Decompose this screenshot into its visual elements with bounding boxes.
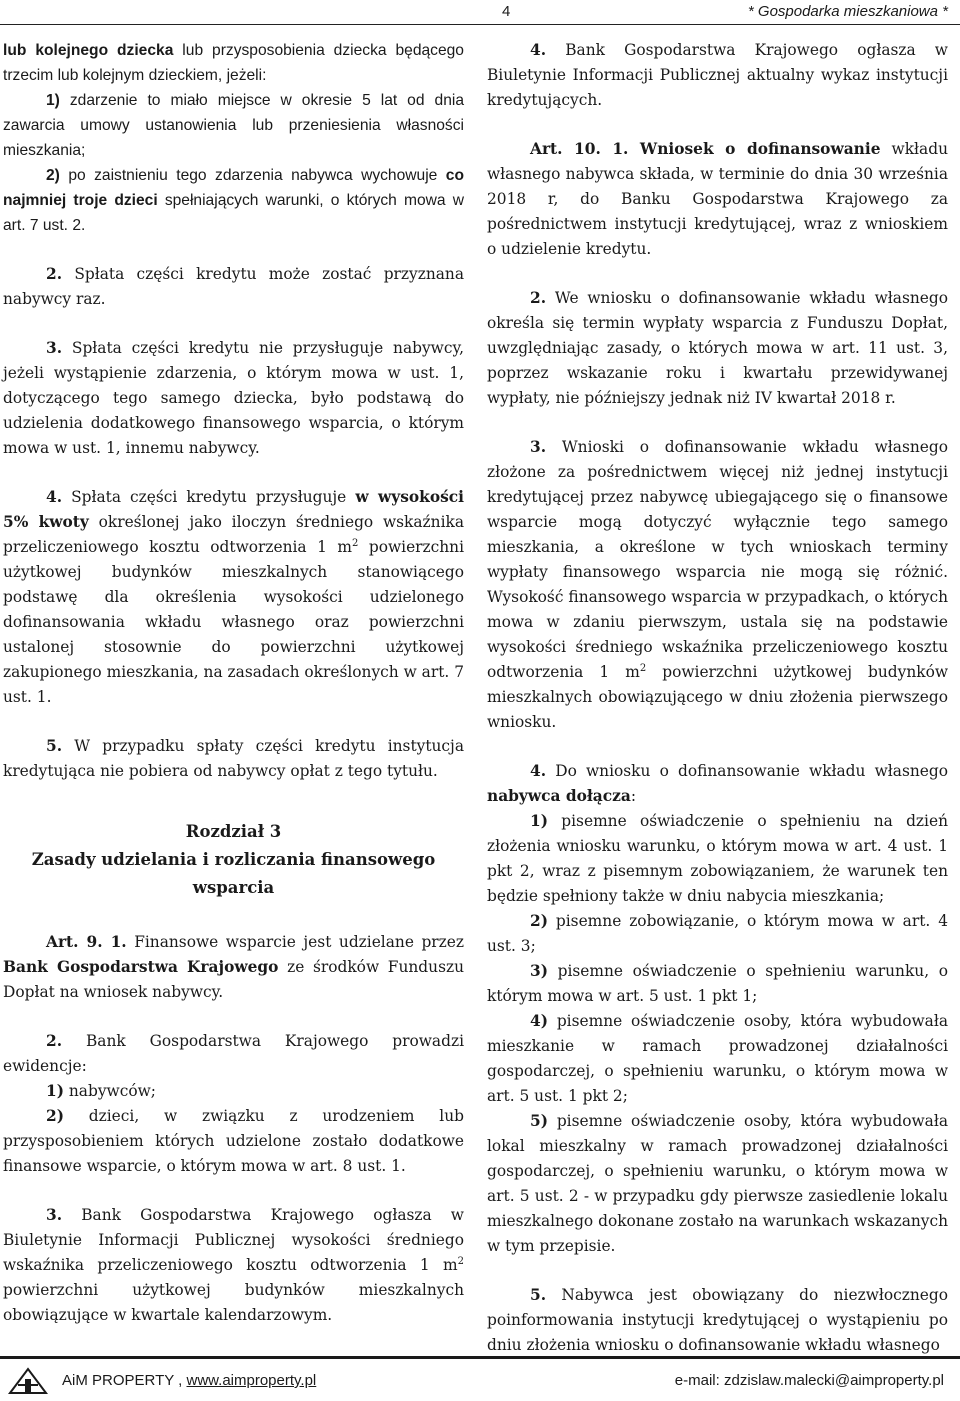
header-divider [0,24,960,25]
paragraph [3,336,464,461]
text-run: po zaistnieniu tego zdarzenia nabywca wychowuje [59,167,446,184]
aim-logo-icon [8,1365,48,1395]
text-run: spełniających warunki, o których mowa w art. 7 ust. 2. [3,192,465,234]
text-run: Wnioski o dofinansowanie wkładu własnego złożone za pośrednictwem więcej niż jednej instytucji kredytującej przez nabywcę ubiegającego się o finansowe wsparcie mogą dotyczyć wyłącznie tego samego mieszkania, a określone w tych wnioskach terminy wypłaty finansowego wsparcia nie mogą się różnić. Wysokość finansowego wsparcia w przypadkach, o których mowa w zdaniu pierwszym, ustala się na podstawie wysokości średniego wskaźnika przeliczeniowego kosztu odtworzenia 1 m [487,438,948,681]
footer-separator: , [173,1372,187,1389]
page-footer [0,1356,960,1401]
bold-text: 4. [530,41,547,59]
bold-text: 3) [530,962,548,980]
superscript: 2 [639,662,647,674]
bold-text: 5) [530,1112,548,1130]
bold-text: 5. [46,737,63,755]
bold-text: 4. [530,762,547,780]
superscript: 2 [351,537,359,549]
bold-text: 5. [530,1286,547,1304]
text-run: pisemne oświadczenie o spełnieniu warunku, o którym mowa w art. 5 ust. 1 pkt 1; [487,962,948,1005]
text-run: pisemne oświadczenie o spełnieniu na dzień złożenia wniosku warunku, o którym mowa w art. 4 ust. 1 pkt 2, wraz z pisemnym zobowiązaniem, że warunek ten będzie spełniony także w dniu nabycia mieszkania; [487,812,948,905]
paragraph [3,1203,464,1328]
list-item [3,1104,464,1179]
publication-title: * Gospodarka mieszkaniowa * [747,3,948,20]
text-run: Spłata części kredytu przysługuje [62,488,356,506]
bold-text: 2. [46,265,63,283]
chapter-heading [3,818,464,902]
text-run: : [630,787,637,805]
chapter-title: Zasady udzielania i rozliczania finansowego wsparcia [31,850,436,897]
text-run: Bank Gospodarstwa Krajowego ogłasza w Biuletynie Informacji Publicznej aktualny wykaz instytucji kredytujących. [487,41,948,109]
text-run: zdarzenie to miało miejsce w okresie 5 lat od dnia zawarcia umowy ustanowienia lub przeniesienia własności mieszkania; [3,92,464,159]
bold-text: 2) [46,167,60,184]
text-run: wkładu własnego nabywca składa, w terminie do dnia 30 września 2018 r, do Banku Gospodarstwa Krajowego za pośrednictwem instytucji kredytującej, wraz z wnioskiem o udzielenie kredytu. [487,140,948,258]
bold-text: 2. [530,289,547,307]
paragraph [3,930,464,1005]
bold-text: Art. 10. 1. [530,140,629,158]
text-run: pisemne oświadczenie osoby, która wybudowała lokal mieszkalny w ramach prowadzonej działalności gospodarczej, o spełnieniu warunku, o którym mowa w art. 5 ust. 2 - w przypadku gdy pierwsze zasiedlenie lokalu mieszkalnego dokonane zostało na warunkach wskazanych w tym przepisie. [487,1112,949,1255]
paragraph [487,38,948,113]
bold-text: Bank Gospodarstwa Krajowego [3,958,279,976]
footer-company-info [62,1372,316,1389]
page-header [0,0,960,24]
text-run: dzieci, w związku z urodzeniem lub przysposobieniem których udzielone zostało dodatkowe finansowe wsparcie, o którym mowa w art. 8 ust. 1. [3,1107,464,1175]
bold-text: 2. [46,1032,63,1050]
right-column [487,38,948,1358]
bold-text: Art. 9. 1. [46,933,127,951]
bold-text: 1) [46,92,60,109]
bold-text: 3. [530,438,547,456]
text-run: W przypadku spłaty części kredytu instytucja kredytująca nie pobiera od nabywcy opłat z tego tytułu. [3,737,464,780]
text-run: Spłata części kredytu nie przysługuje nabywcy, jeżeli wystąpienie zdarzenia, o którym mowa w ust. 1, dotyczącego tego samego dziecka, było podstawą do udzielenia dodatkowego finansowego wsparcia, o którym mowa w ust. 1, innemu nabywcy. [3,339,464,457]
website-link[interactable]: www.aimproperty.pl [186,1372,317,1389]
list-item [487,959,948,1009]
page-number: 4 [502,3,511,20]
bold-text: w wysokości 5% kwoty [3,488,464,531]
text-run: Bank Gospodarstwa Krajowego prowadzi ewidencje: [3,1032,464,1075]
bold-text: Wniosek o dofinansowanie [628,140,881,158]
company-name: AiM PROPERTY [62,1372,174,1389]
text-run: pisemne zobowiązanie, o którym mowa w art. 4 ust. 3; [487,912,948,955]
list-item [487,809,948,909]
bold-text: 3. [46,1206,63,1224]
text-run: We wniosku o dofinansowanie wkładu własnego określa się termin wypłaty wsparcia z Funduszu Dopłat, uwzględniając zasady, o których mowa w art. 11 ust. 3, poprzez wskazanie roku i kwartału przewidywanej wypłaty, nie późniejszy jednak niż IV kwartał 2018 r. [487,289,948,407]
text-run: Nabywca jest obowiązany do niezwłocznego poinformowania instytucji kredytującej o wystąpieniu po dniu złożenia wniosku o dofinansowanie wkładu własnego [487,1286,948,1354]
superscript: 2 [457,1255,464,1267]
list-item [487,909,948,959]
paragraph [487,759,948,809]
paragraph [3,734,464,784]
text-run: Finansowe wsparcie jest udzielane przez [126,933,464,951]
left-column [3,38,464,1328]
paragraph [3,1029,464,1079]
text-run: Bank Gospodarstwa Krajowego ogłasza w Biuletynie Informacji Publicznej wysokości średniego wskaźnika przeliczeniowego kosztu odtworzenia 1 m [3,1206,464,1274]
text-run: Do wniosku o dofinansowanie wkładu własnego [546,762,948,780]
bold-text: 2) [530,912,548,930]
text-run: określonej jako iloczyn średniego wskaźnika przeliczeniowego kosztu odtworzenia 1 m [3,513,464,556]
footer-email[interactable]: e-mail: zdzislaw.malecki@aimproperty.pl [674,1372,944,1389]
bold-text: 2) [46,1107,64,1125]
text-run: Spłata części kredytu może zostać przyznana nabywcy raz. [3,265,464,308]
list-item [3,1079,464,1104]
list-item [487,1009,948,1109]
bold-text: lub kolejnego dziecka [3,42,174,59]
list-item [3,163,464,238]
bold-text: nabywca dołącza [487,787,631,805]
bold-text: 1) [530,812,548,830]
text-run: lub przysposobienia dziecka będącego trzecim lub kolejnym dzieckiem, jeżeli: [3,42,464,84]
paragraph [3,38,464,88]
text-run: pisemne oświadczenie osoby, która wybudowała mieszkanie w ramach prowadzonej działalności gospodarczej, o spełnieniu warunku, o którym mowa w art. 5 ust. 1 pkt 2; [487,1012,948,1105]
paragraph [487,286,948,411]
paragraph [3,262,464,312]
bold-text: co najmniej troje dzieci [3,167,464,209]
list-item [487,1109,948,1259]
text-run: powierzchni użytkowej budynków mieszkalnych stanowiącego podstawę dla określenia wysokości udzielonego dofinansowania wkładu własnego oraz powierzchni ustalonej stosownie do powierzchni użytkowej zakupionego mieszkania, na zasadach określonych w art. 7 ust. 1. [3,538,465,706]
bold-text: 4) [530,1012,548,1030]
paragraph [3,485,464,710]
paragraph [487,137,948,262]
text-run: powierzchni użytkowej budynków mieszkalnych obowiązującego w dniu złożenia pierwszego wniosku. [487,663,949,731]
text-run: powierzchni użytkowej budynków mieszkalnych obowiązujące w kwartale kalendarzowym. [3,1281,464,1324]
text-run: nabywców; [64,1082,156,1100]
chapter-number: Rozdział 3 [185,822,282,841]
paragraph [487,1283,948,1358]
paragraph [487,435,948,735]
bold-text: 4. [46,488,63,506]
bold-text: 1) [46,1082,64,1100]
bold-text: 3. [46,339,63,357]
text-run: ze środków Funduszu Dopłat na wniosek nabywcy. [3,958,464,1001]
list-item [3,88,464,163]
